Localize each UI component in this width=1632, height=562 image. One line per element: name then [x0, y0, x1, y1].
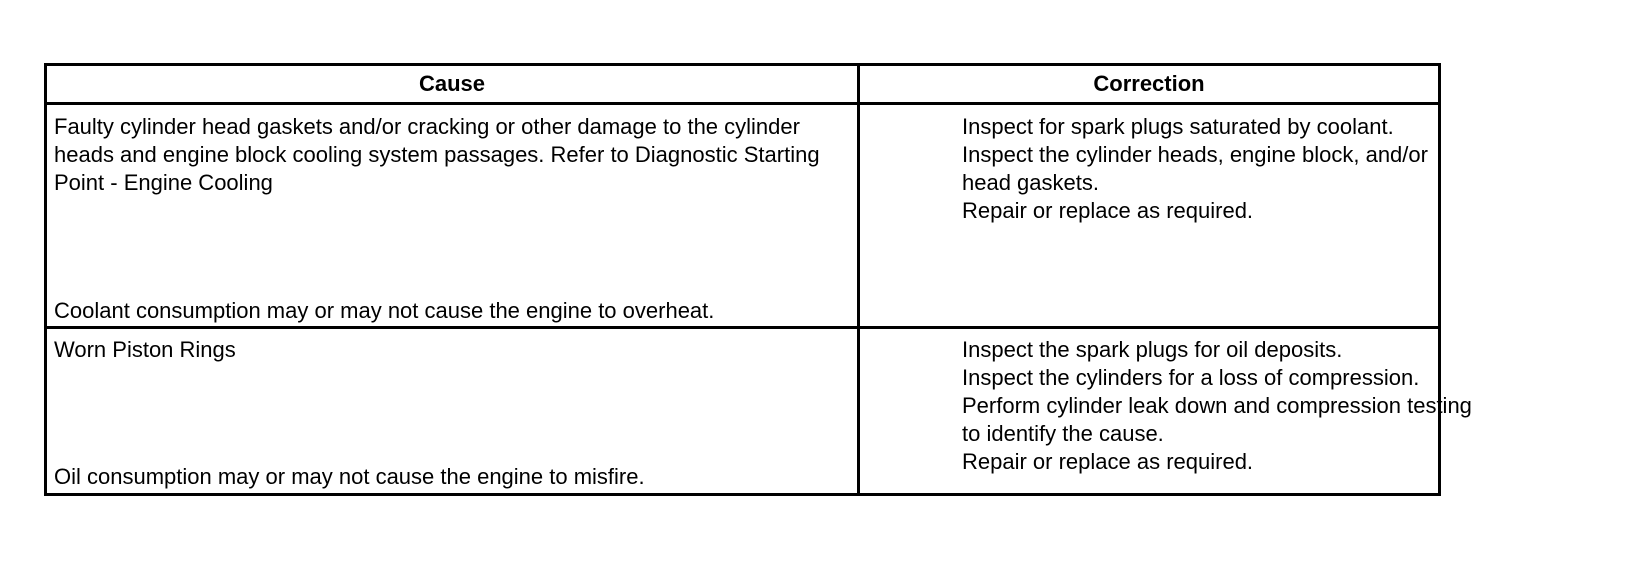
table-header-row	[47, 66, 1438, 105]
cause-note: Coolant consumption may or may not cause the engine to overheat.	[54, 298, 715, 323]
correction-item: Inspect for spark plugs saturated by coolant.	[962, 114, 1394, 139]
cause-note: Oil consumption may or may not cause the engine to misfire.	[54, 464, 645, 489]
cause-cell	[47, 105, 860, 326]
correction-item: Inspect the cylinder heads, engine block, and/or head gaskets.	[962, 142, 1428, 195]
cause-description: Worn Piston Rings	[54, 337, 236, 362]
table-row	[47, 105, 1438, 329]
correction-item: Inspect the cylinders for a loss of compression.	[962, 365, 1420, 390]
header-cause: Cause	[47, 66, 860, 102]
correction-item: Repair or replace as required.	[962, 449, 1254, 474]
correction-item: Perform cylinder leak down and compression testing to identify the cause.	[962, 393, 1472, 446]
correction-cell	[860, 105, 1438, 326]
correction-cell	[860, 329, 1472, 493]
correction-list	[962, 113, 1482, 225]
header-correction: Correction	[1093, 71, 1205, 96]
correction-item: Repair or replace as required.	[962, 198, 1254, 223]
cause-cell	[47, 329, 860, 493]
cause-description: Faulty cylinder head gaskets and/or cracking or other damage to the cylinder heads and engine block cooling system passages. Refer to Diagnostic Starting Point - Engine Cooling	[54, 114, 820, 195]
table-row	[47, 329, 1472, 493]
correction-item: Inspect the spark plugs for oil deposits.	[962, 337, 1343, 362]
diagnostic-table	[44, 63, 1472, 496]
correction-list	[962, 336, 1482, 476]
